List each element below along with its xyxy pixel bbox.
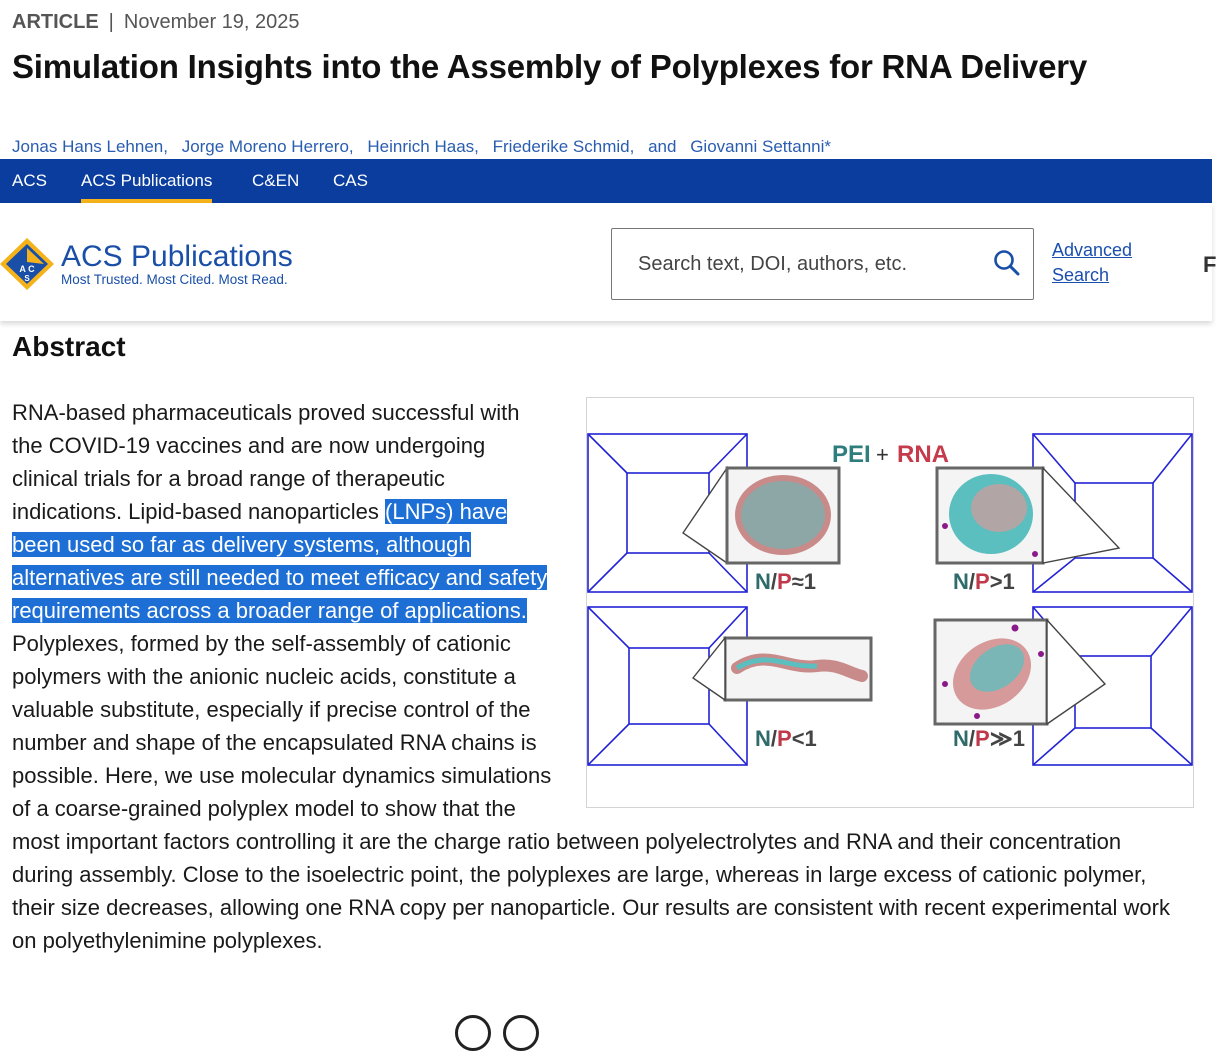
nav-item-cen[interactable]: C&EN: [252, 171, 300, 190]
toc-label-p: P: [975, 726, 990, 751]
acs-publications-logo[interactable]: [0, 236, 320, 292]
author-link[interactable]: Jonas Hans Lehnen,: [12, 137, 168, 156]
toc-label-p: P: [777, 569, 792, 594]
toc-slash: /: [770, 726, 778, 751]
search-input[interactable]: [636, 229, 980, 299]
toc-title-rna: RNA: [897, 441, 949, 468]
logo-tagline: Most Trusted. Most Cited. Most Read.: [61, 272, 288, 287]
toc-ratio: ≫1: [989, 726, 1025, 751]
abstract-text: Polyplexes, formed by the self-assembly of cationic polymers with the anionic nucleic acids, constitute a valuable substitute, especially if precise control of the number and shape of the encapsulated RNA chains is possible. Here, we use molecular dynamics simulations of a coarse-grained polyplex model to show that the most important factors controlling it are the charge ratio between polyelectrolytes and RNA and their concentration during assembly. Close to the isoelectric point, the polyplexes are large, whereas in large excess of cationic polymer, their size decreases, allowing one RNA copy per nanoparticle. Our results are consistent with recent experimental work on polyethylenimine polyplexes.: [12, 631, 1170, 953]
article-type: ARTICLE: [12, 11, 99, 33]
author-link[interactable]: Giovanni Settanni*: [690, 137, 832, 156]
circle-icon[interactable]: [455, 1015, 491, 1051]
nav-item-acs[interactable]: ACS: [12, 171, 47, 190]
advanced-search-link[interactable]: [1052, 238, 1132, 288]
article-title: Simulation Insights into the Assembly of Polyplexes for RNA Delivery: [12, 48, 1088, 85]
abstract-heading: Abstract: [12, 331, 126, 362]
publication-date: November 19, 2025: [123, 11, 300, 33]
toc-label-n: N: [755, 726, 771, 751]
author-list: [12, 137, 840, 157]
search-icon[interactable]: [993, 249, 1021, 277]
toc-ratio: <1: [791, 726, 817, 751]
svg-text:N/P>1: [953, 569, 1015, 594]
svg-text:N/P≫1: [953, 726, 1025, 751]
toc-label-p: P: [975, 569, 990, 594]
svg-text:S: S: [24, 274, 30, 283]
meta-separator: |: [108, 11, 114, 33]
toc-label-p: P: [777, 726, 792, 751]
abstract-body: [12, 396, 1182, 957]
advanced-search-line1: Advanced: [1052, 240, 1133, 260]
polyplex-graphic: [587, 398, 1193, 807]
toc-ratio: >1: [989, 569, 1015, 594]
toc-graphic[interactable]: [586, 397, 1194, 808]
top-navigation-bar: [0, 159, 1212, 203]
authors-conjunction: and: [648, 137, 677, 156]
advanced-search-line2: Search: [1052, 265, 1110, 285]
author-link[interactable]: Friederike Schmid,: [492, 137, 635, 156]
svg-text:N/P≈1: [755, 569, 816, 594]
nav-item-cas[interactable]: CAS: [333, 171, 368, 190]
toc-title-pei: PEI: [832, 441, 871, 468]
svg-text:N/P<1: [755, 726, 817, 751]
search-field-container: [611, 228, 1034, 300]
nav-item-acs-publications[interactable]: ACS Publications: [81, 159, 212, 203]
toc-label-n: N: [755, 569, 771, 594]
toc-title-plus: +: [876, 442, 889, 467]
author-link[interactable]: Jorge Moreno Herrero,: [181, 137, 354, 156]
circle-icon[interactable]: [503, 1015, 539, 1051]
abstract-text: RNA-based pharmaceuticals proved successful with the COVID-19 vaccines and are now undergoing clinical trials for a broad range of therapeutic indications. Lipid-based nanoparticles: [12, 400, 520, 524]
toc-slash: /: [968, 726, 976, 751]
svg-text:A C: A C: [19, 264, 35, 274]
bottom-icons: [455, 1015, 551, 1056]
toc-slash: /: [770, 569, 778, 594]
toc-ratio: ≈1: [791, 569, 817, 594]
abstract-text-selected[interactable]: (LNPs) have been used so far as delivery systems, although alternatives are still needed to meet efficacy and safety requirements across a broader range of applications.: [12, 499, 548, 623]
acs-logo-icon: [0, 236, 320, 292]
site-header: [0, 203, 1216, 321]
toc-label-n: N: [953, 726, 969, 751]
logo-wordmark: ACS Publications: [61, 240, 293, 273]
toc-label-n: N: [953, 569, 969, 594]
article-meta: [12, 11, 300, 34]
cropped-header-item[interactable]: F: [1203, 252, 1216, 277]
author-link[interactable]: Heinrich Haas,: [367, 137, 479, 156]
toc-slash: /: [968, 569, 976, 594]
